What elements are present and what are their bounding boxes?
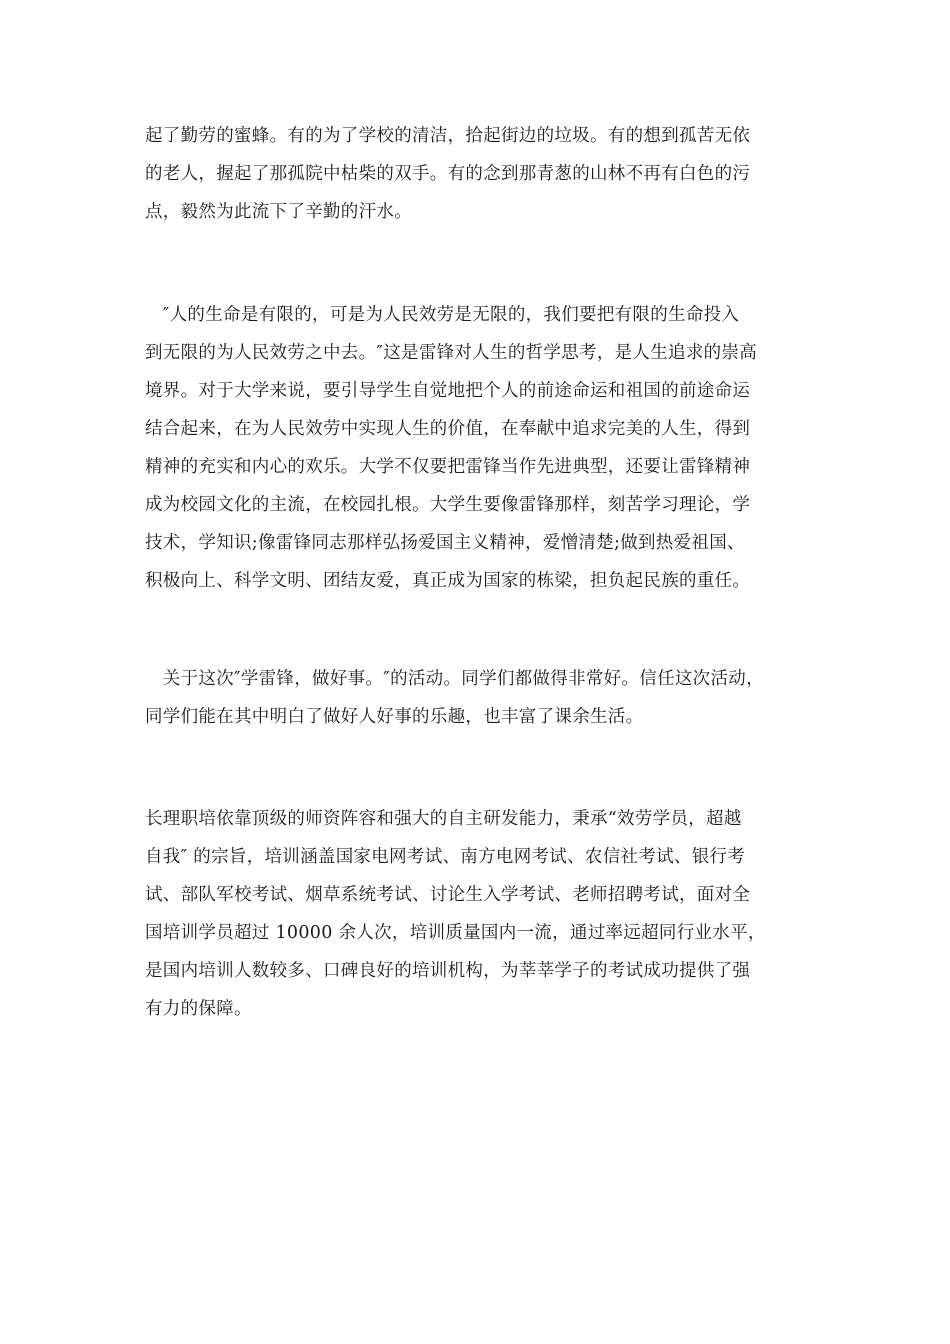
text-line: 是国内培训人数较多、口碑良好的培训机构，为莘莘学子的考试成功提供了强	[145, 961, 751, 981]
text-line: 长理职培依靠顶级的师资阵容和强大的自主研发能力，秉承“效劳学员，超越	[145, 809, 742, 829]
paragraph-training-ad	[145, 800, 825, 1028]
paragraph-activity-summary	[145, 660, 825, 736]
text-line: 成为校园文化的主流，在校园扎根。大学生要像雷锋那样，刻苦学习理论，学	[145, 495, 751, 515]
text-line: 有力的保障。	[145, 999, 252, 1019]
text-line: 境界。对于大学来说，要引导学生自觉地把个人的前途命运和祖国的前途命运	[145, 381, 751, 401]
text-line: 同学们能在其中明白了做好人好事的乐趣，也丰富了课余生活。	[145, 707, 644, 727]
paragraph-bee-volunteers	[145, 117, 825, 231]
text-line: 起了勤劳的蜜蜂。有的为了学校的清洁，拾起街边的垃圾。有的想到孤苦无依	[145, 126, 751, 146]
text-line: 自我″ 的宗旨，培训涵盖国家电网考试、南方电网考试、农信社考试、银行考	[145, 847, 746, 867]
paragraph-leifeng-philosophy	[145, 296, 825, 600]
text-line: 到无限的为人民效劳之中去。″这是雷锋对人生的哲学思考，是人生追求的崇高	[145, 343, 758, 363]
text-line: 技术，学知识;像雷锋同志那样弘扬爱国主义精神，爱憎清楚;做到热爱祖国、	[145, 533, 745, 553]
text-line: 试、部队军校考试、烟草系统考试、讨论生入学考试、老师招聘考试，面对全	[145, 885, 751, 905]
text-line: 点，毅然为此流下了辛勤的汗水。	[145, 202, 412, 222]
text-line: 精神的充实和内心的欢乐。大学不仅要把雷锋当作先进典型，还要让雷锋精神	[145, 457, 751, 477]
text-line: ″人的生命是有限的，可是为人民效劳是无限的，我们要把有限的生命投入	[145, 305, 740, 325]
text-line: 结合起来，在为人民效劳中实现人生的价值，在奉献中追求完美的人生，得到	[145, 419, 751, 439]
text-line: 的老人，握起了那孤院中枯柴的双手。有的念到那青葱的山林不再有白色的污	[145, 164, 751, 184]
text-line: 国培训学员超过 10000 余人次，培训质量国内一流，通过率远超同行业水平，	[145, 923, 766, 943]
text-line: 关于这次″学雷锋，做好事。″的活动。同学们都做得非常好。信任这次活动，	[145, 669, 764, 689]
text-line: 积极向上、科学文明、团结友爱，真正成为国家的栋梁，担负起民族的重任。	[145, 571, 751, 591]
